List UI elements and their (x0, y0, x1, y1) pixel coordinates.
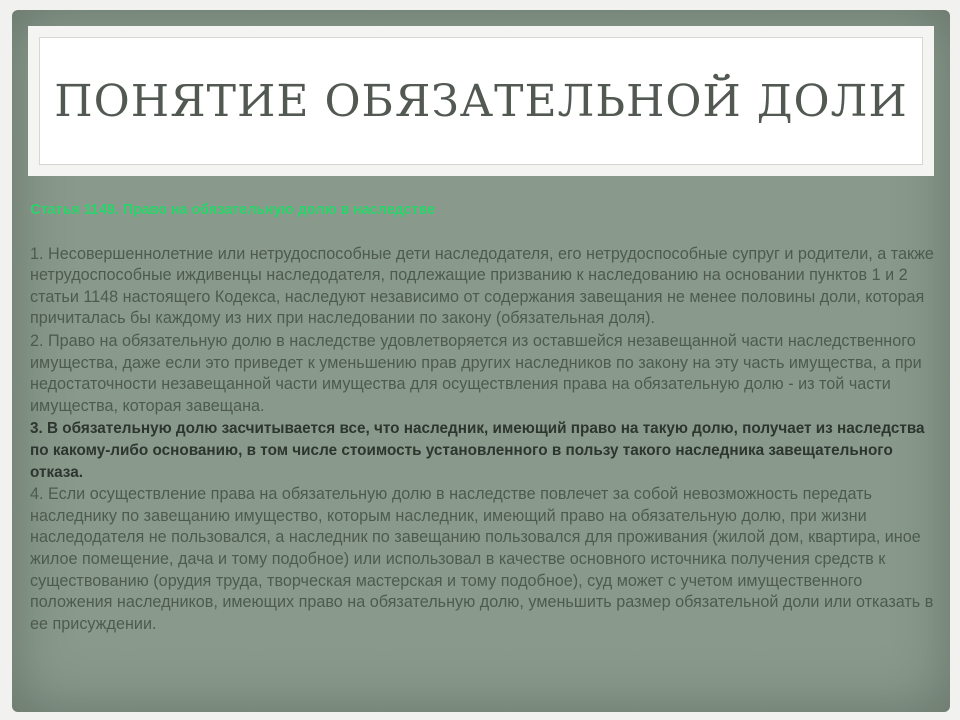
paragraph-2: 2. Право на обязательную долю в наследстве удовлетворяется из оставшейся незавещанной части наследственного имущества, даже если это приведет к уменьшению прав других наследников по закону на эту часть имущества, а при недостаточности незавещанной части имущества для осуществления права на обязательную долю - из той части имущества, которая завещана. (30, 331, 922, 415)
slide-title: ПОНЯТИЕ ОБЯЗАТЕЛЬНОЙ ДОЛИ (54, 75, 908, 127)
paragraph-1: 1. Несовершеннолетние или нетрудоспособные дети наследодателя, его нетрудоспособные супруг и родители, а также нетрудоспособные иждивенцы наследодателя, подлежащие призванию к наследованию на основании пунктов 1 и 2 статьи 1148 настоящего Кодекса, наследуют независимо от содержания завещания не менее половины доли, которая причиталась бы каждому из них при наследовании по закону (обязательная доля). (30, 244, 934, 328)
slide-content (30, 200, 936, 636)
paragraph-3-bold: 3. В обязательную долю засчитывается все, что наследник, имеющий право на такую долю, получает из наследства по какому-либо основанию, в том числе стоимость установленного в пользу такого наследника завещательного отказа. (30, 420, 925, 481)
title-frame (28, 26, 934, 176)
title-box (39, 37, 923, 165)
paragraph-4: 4. Если осуществление права на обязательную долю в наследстве повлечет за собой невозможность передать наследнику по завещанию имущество, которым наследник, имеющий право на обязательную долю, при жизни наследодателя не пользовался, а наследник по завещанию пользовался для проживания (жилой дом, квартира, иное жилое помещение, дача и тому подобное) или использовал в качестве основного источника получения средств к существованию (орудия труда, творческая мастерская и тому подобное), суд может с учетом имущественного положения наследников, имеющих право на обязательную долю, уменьшить размер обязательной доли или отказать в ее присуждении. (30, 485, 934, 633)
slide (12, 10, 950, 712)
article-heading: Статья 1149. Право на обязательную долю в наследстве (30, 202, 435, 218)
